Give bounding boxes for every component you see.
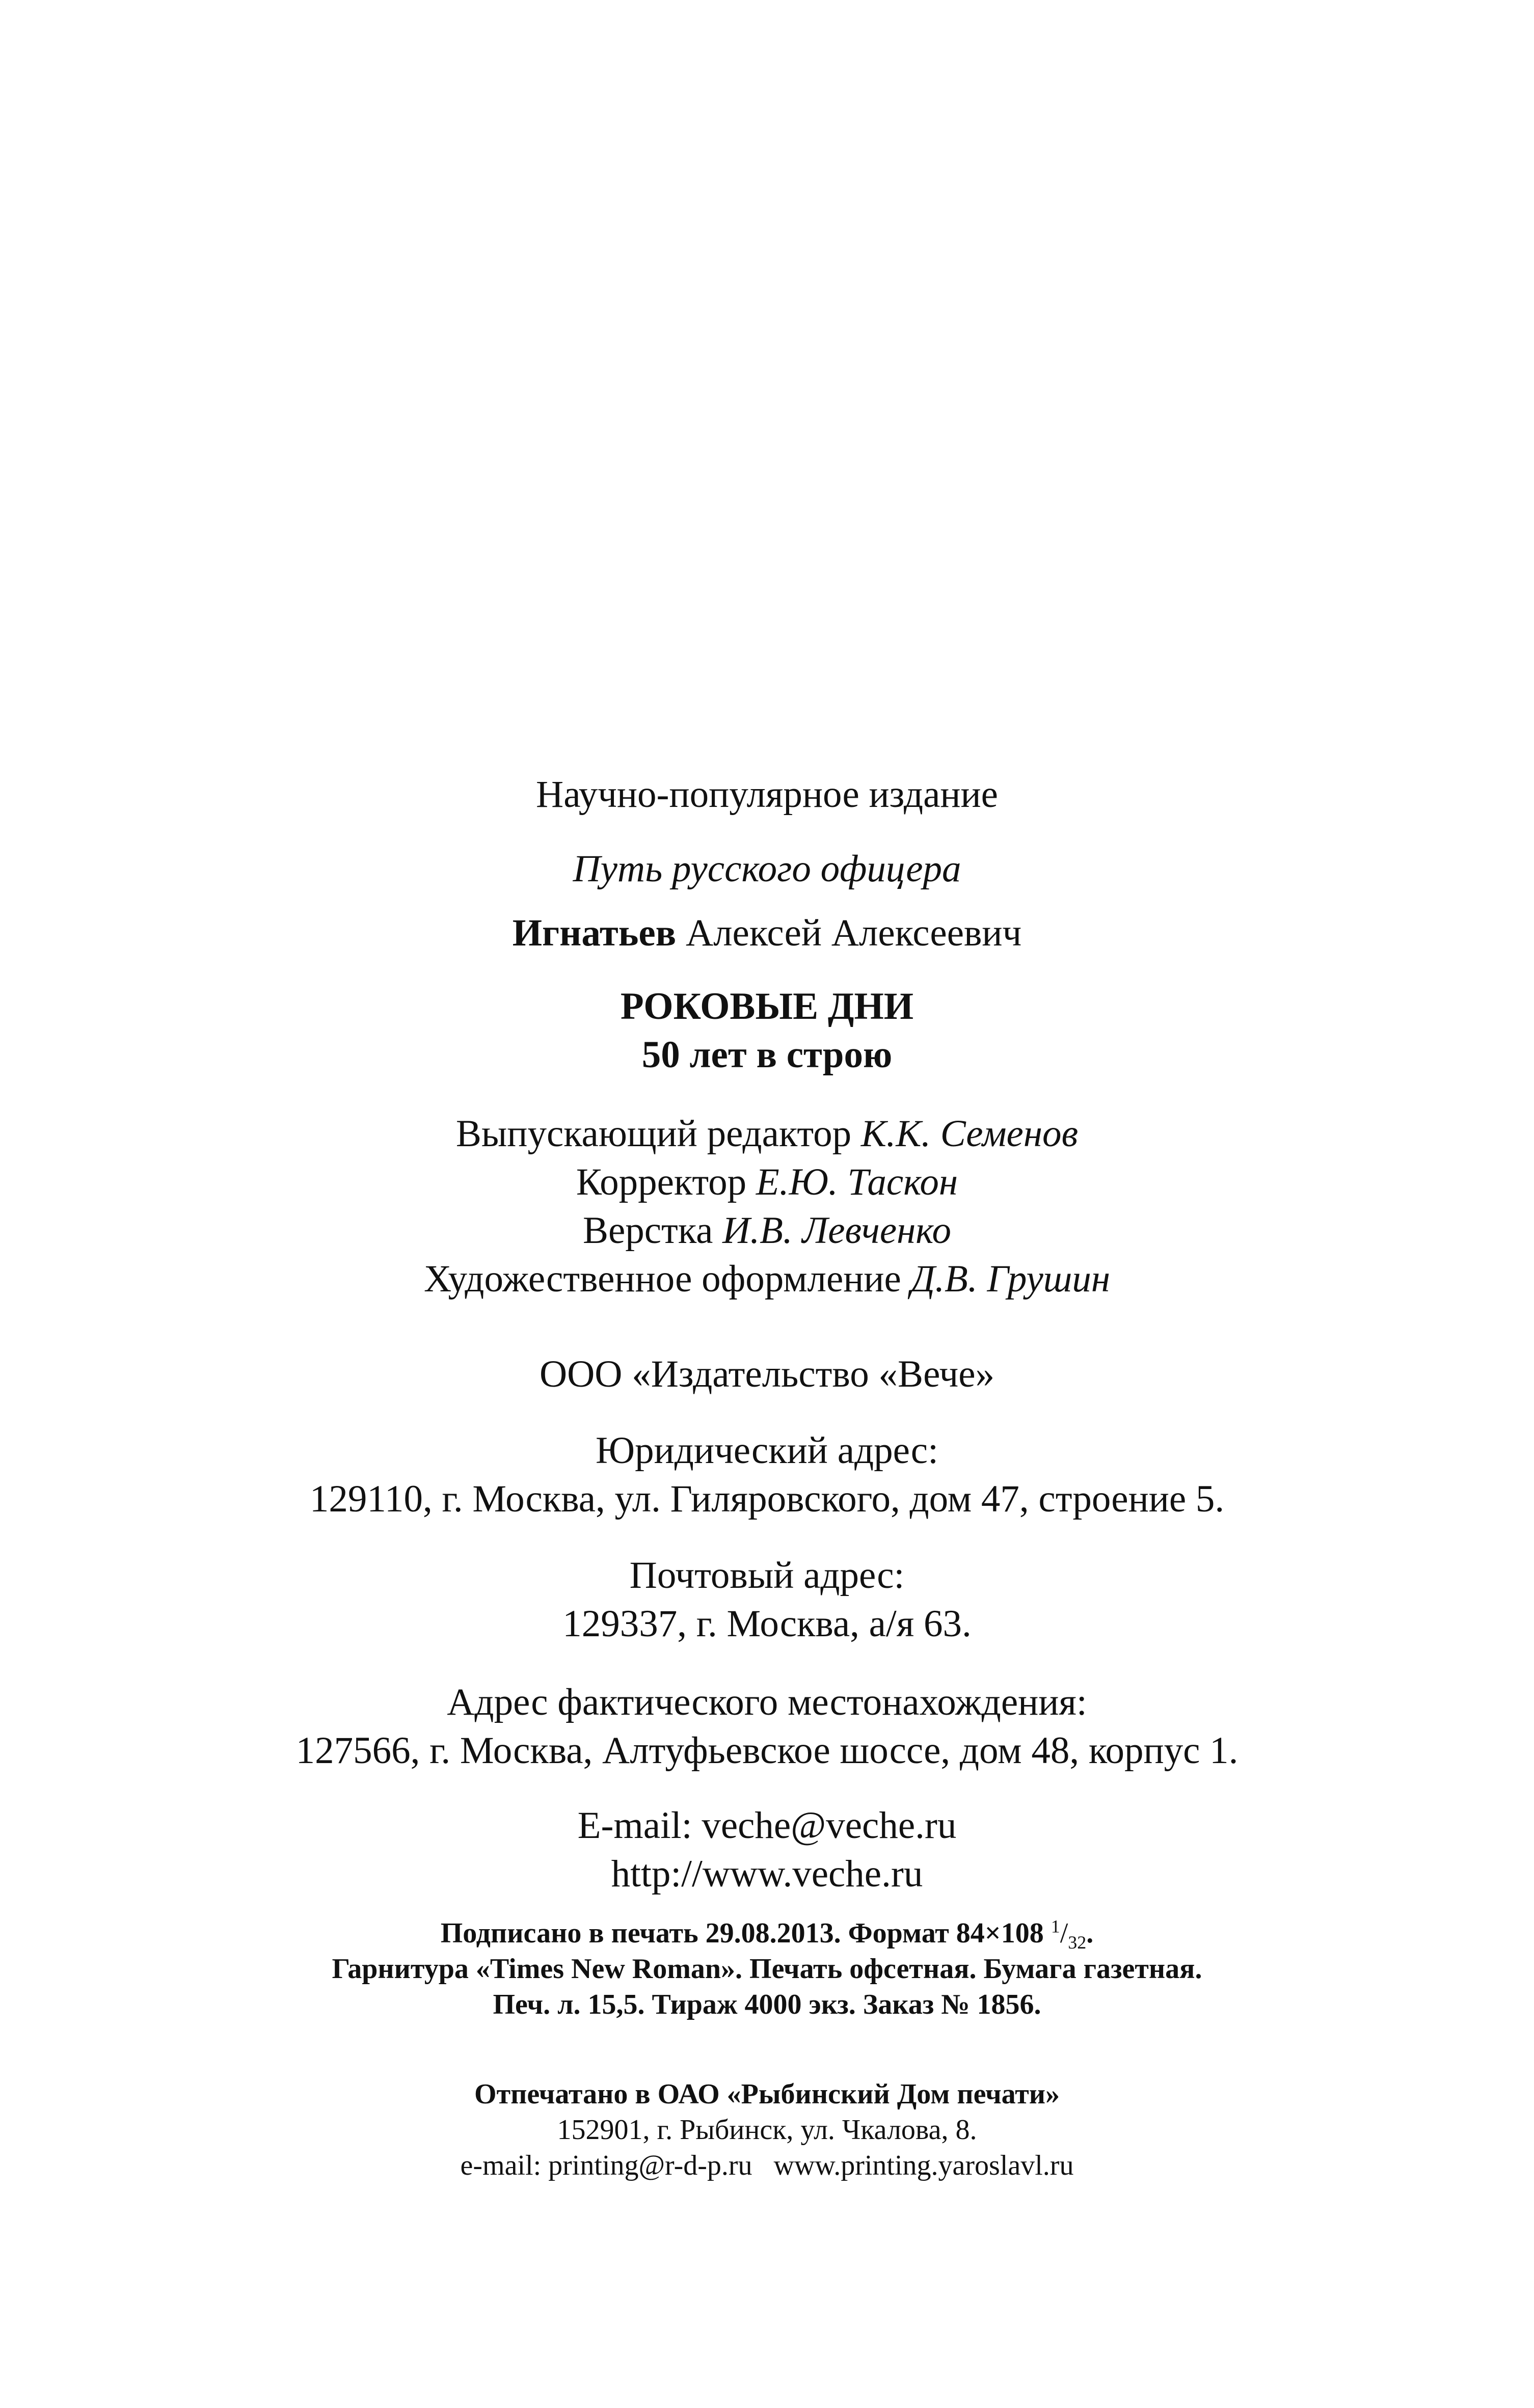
author-surname: Игнатьев [512,912,677,954]
format-numerator: 1 [1051,1916,1060,1937]
series-block [0,845,1534,893]
credit-person: И.В. Левченко [722,1209,952,1252]
legal-address-label: Юридический адрес: [596,1429,938,1472]
print-signed: Подписано в печать 29.08.2013. Формат 84×108 [440,1917,1044,1949]
credit-line [0,1255,1534,1303]
postal-address-block [0,1551,1534,1648]
printer-name: Отпечатано в ОАО «Рыбинский Дом печати» [474,2078,1060,2110]
print-info-block [0,1915,1534,2022]
author [0,909,1534,957]
credit-person: Е.Ю. Таскон [756,1161,958,1203]
publisher-website: http://www.veche.ru [611,1853,923,1895]
edition-type: Научно-популярное издание [536,773,998,816]
printer-address: 152901, г. Рыбинск, ул. Чкалова, 8. [557,2114,977,2146]
contacts-block [0,1801,1534,1898]
legal-address-block [0,1426,1534,1523]
sheets-info: Печ. л. 15,5. Тираж 4000 экз. Заказ № 1856. [493,1989,1041,2020]
credits-block [0,1110,1534,1303]
actual-address: 127566, г. Москва, Алтуфьевское шоссе, дом 48, корпус 1. [295,1729,1239,1772]
credit-person: Д.В. Грушин [910,1258,1111,1300]
credit-role: Художественное оформление [423,1258,901,1300]
author-name: Алексей Алексеевич [685,912,1022,954]
actual-address-label: Адрес фактического местонахождения: [447,1681,1087,1723]
title-block [0,982,1534,1079]
actual-address-block [0,1678,1534,1775]
credit-line [0,1206,1534,1255]
credit-line [0,1158,1534,1206]
credit-person: К.К. Семенов [860,1113,1079,1155]
publisher-name: ООО «Издательство «Вече» [539,1353,995,1395]
credit-role: Верстка [582,1209,713,1252]
book-title: РОКОВЫЕ ДНИ [620,985,914,1027]
format-slash: / [1060,1917,1068,1949]
series-name: Путь русского офицера [573,848,961,890]
format-end: . [1086,1917,1094,1949]
credit-line [0,1110,1534,1158]
printer-block [0,2076,1534,2183]
postal-address: 129337, г. Москва, а/я 63. [562,1603,972,1645]
edition-type-block [0,770,1534,819]
credit-role: Выпускающий редактор [455,1113,852,1155]
publisher-email: E-mail: veche@veche.ru [577,1804,957,1847]
typeface-info: Гарнитура «Times New Roman». Печать офсетная. Бумага газетная. [332,1953,1202,1985]
print-signed-line [0,1915,1534,1951]
postal-address-label: Почтовый адрес: [629,1554,905,1597]
publisher-block [0,1350,1534,1398]
author-block [0,909,1534,957]
format-denominator: 32 [1068,1932,1087,1953]
printer-contacts: e-mail: printing@r-d-p.ru www.printing.yaroslavl.ru [460,2150,1074,2181]
legal-address: 129110, г. Москва, ул. Гиляровского, дом 47, строение 5. [309,1478,1225,1520]
book-subtitle: 50 лет в строю [641,1034,893,1076]
credit-role: Корректор [576,1161,747,1203]
